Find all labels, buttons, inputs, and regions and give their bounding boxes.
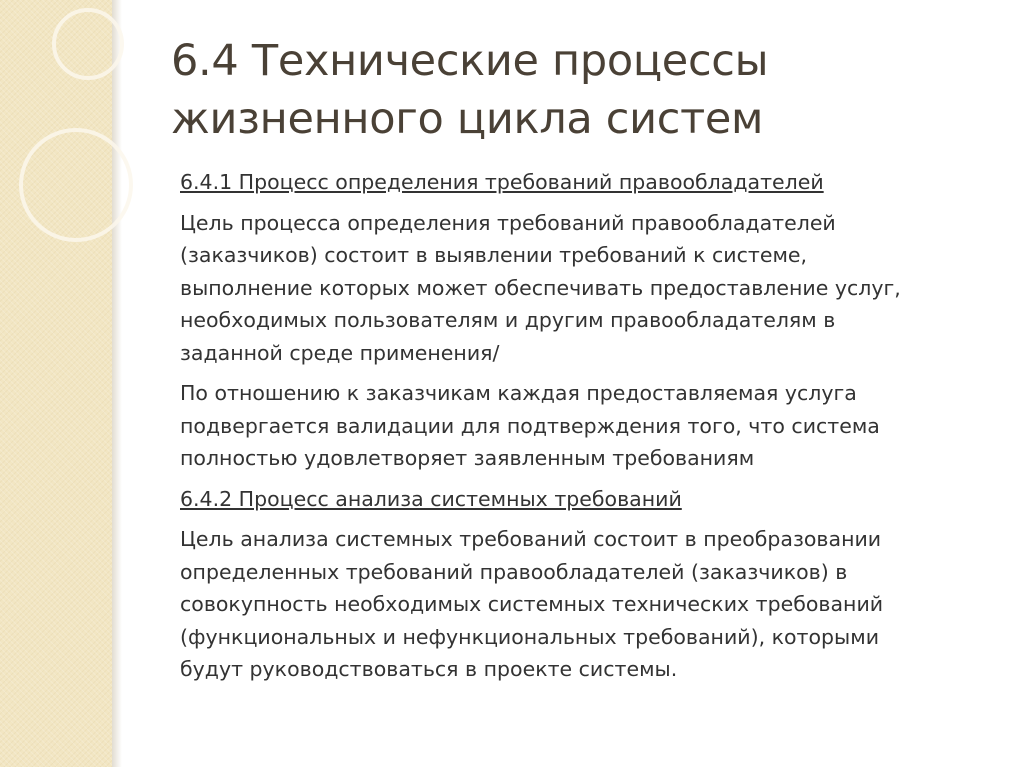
slide-title-line-1: 6.4 Технические процессы xyxy=(171,36,769,86)
section-heading-6-4-1: 6.4.1 Процесс определения требований правообладателей xyxy=(180,170,824,194)
decorative-ring-large xyxy=(21,130,131,240)
body-paragraph-system-requirements: Цель анализа системных требований состоит в преобразовании определенных требований правообладателей (заказчиков) в совокупность необходимых системных технических требований (функциональных и нефункциональных требований), которыми будут руководствоваться в проекте системы. xyxy=(180,527,884,681)
body-paragraph-stakeholder-goal: Цель процесса определения требований правообладателей (заказчиков) состоит в выявлении требований к системе, выполнение которых может обеспечивать предоставление услуг, необходимых пользователям и другим правообладателям в заданной среде применения/ xyxy=(180,210,901,365)
decorative-ring-small xyxy=(54,10,122,78)
slide-title-line-2: жизненного цикла систем xyxy=(171,94,764,144)
decorative-rings xyxy=(0,0,140,260)
slide-content xyxy=(180,166,1000,694)
body-paragraph-validation: По отношению к заказчикам каждая предоставляемая услуга подвергается валидации для подтверждения того, что система полностью удовлетворяет заявленным требованиям xyxy=(180,381,880,470)
slide-title xyxy=(171,32,971,148)
section-heading-6-4-2: 6.4.2 Процесс анализа системных требований xyxy=(180,486,682,511)
